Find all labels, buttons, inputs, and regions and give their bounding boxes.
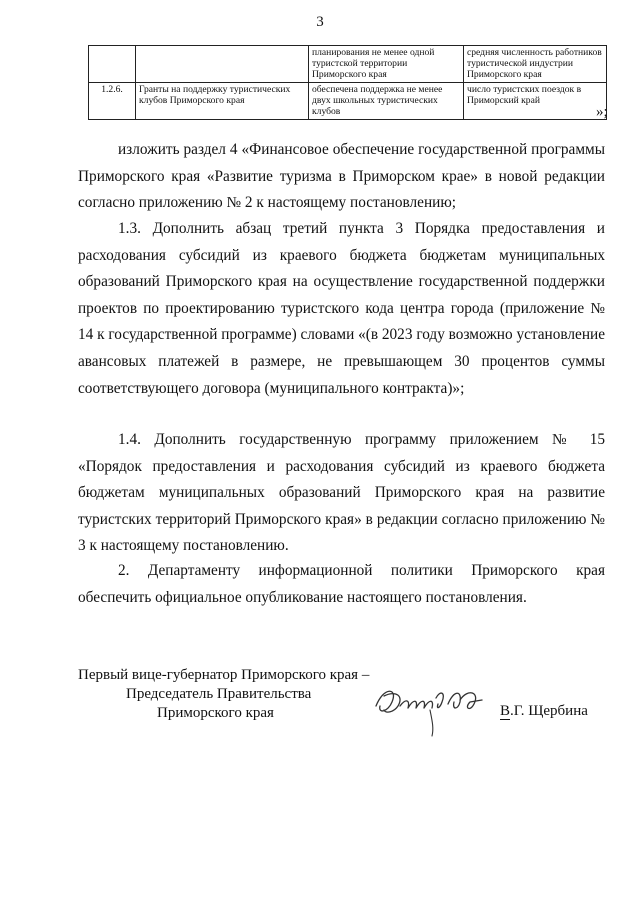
table-row: [89, 83, 607, 120]
signatory-title-line1: Первый вице-губернатор Приморского края –: [78, 667, 370, 683]
table-cell: средняя численность работников туристической индустрии Приморского края: [464, 46, 607, 83]
table-closing-quote: »;: [596, 104, 608, 120]
table-cell: обеспечена поддержка не менее двух школьных туристических клубов: [309, 83, 464, 120]
table-cell: [136, 46, 309, 83]
table-cell: 1.2.6.: [89, 83, 136, 120]
paragraph-1-3: 1.3. Дополнить абзац третий пункта 3 Порядка предоставления и расходования субсидий из краевого бюджета бюджетам муниципальных образований Приморского края на осуществление государственной поддержки проектов по проектированию туристского кода центра города (приложение № 14 к государственной программе) словами «(в 2023 году возможно установление авансовых платежей в размере, не превышающем 30 процентов суммы соответствующего договора (муниципального контракта)»;: [78, 220, 605, 397]
signatory-name: [500, 703, 588, 720]
table-row: [89, 46, 607, 83]
handwritten-signature: [370, 676, 500, 740]
paragraph-1-4: 1.4. Дополнить государственную программу приложением № 15 «Порядок предоставления и расходования субсидий из краевого бюджета бюджетам муниципальных образований Приморского края на развитие туристских территорий Приморского края» в редакции согласно приложению № 3 к настоящему постановлению.: [78, 431, 605, 555]
page-number: 3: [316, 14, 324, 30]
table-cell: планирования не менее одной туристской территории Приморского края: [309, 46, 464, 83]
paragraph-2: 2. Департаменту информационной политики Приморского края обеспечить официальное опубликование настоящего постановления.: [78, 562, 605, 606]
table-cell: Гранты на поддержку туристических клубов Приморского края: [136, 83, 309, 120]
signatory-name-initial: В: [500, 703, 511, 719]
signatory-title-line2: Председатель Правительства: [126, 686, 312, 702]
paragraph-section-4: изложить раздел 4 «Финансовое обеспечение государственной программы Приморского края «Развитие туризма в Приморском крае» в новой редакции согласно приложению № 2 к настоящему постановлению;: [78, 141, 605, 212]
table-cell: [89, 46, 136, 83]
signatory-name-rest: .Г. Щербина: [510, 703, 588, 719]
program-table-fragment: [88, 45, 607, 120]
table-cell: число туристских поездок в Приморский край: [464, 83, 607, 120]
signatory-title-line3: Приморского края: [157, 705, 274, 721]
